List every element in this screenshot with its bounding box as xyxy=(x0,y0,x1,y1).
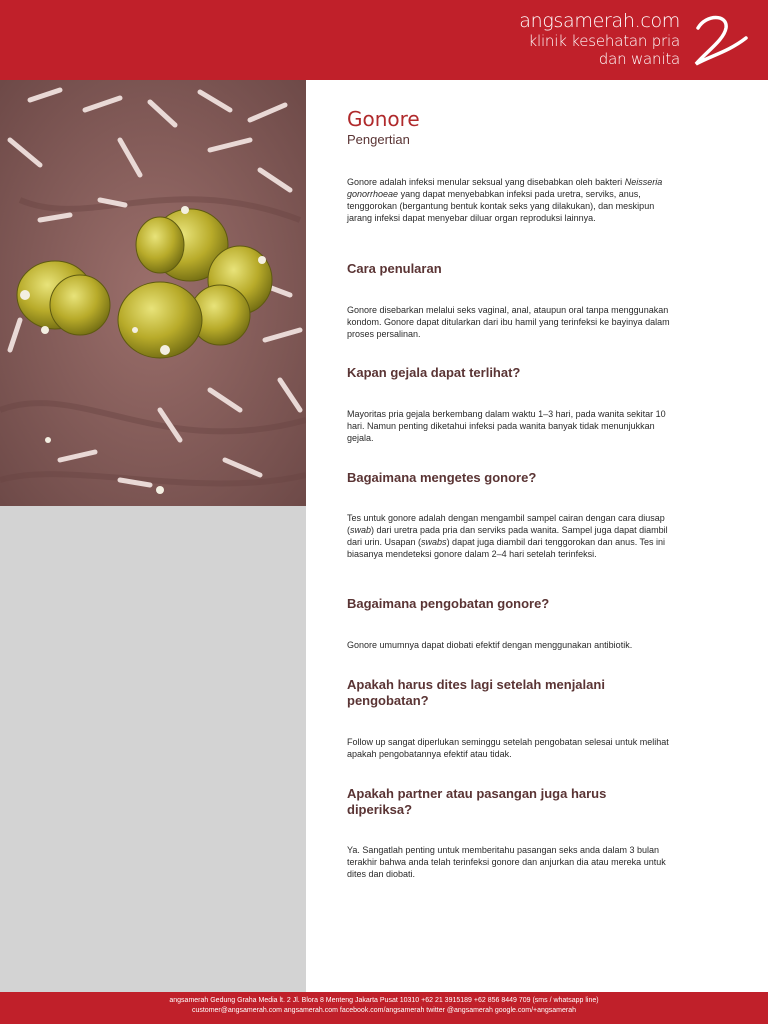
paragraph-testing xyxy=(347,512,681,560)
swoosh-2-logo-icon xyxy=(684,8,748,72)
heading-transmission: Cara penularan xyxy=(347,261,442,276)
header-banner xyxy=(0,0,768,80)
heading-treatment: Bagaimana pengobatan gonore? xyxy=(347,596,550,611)
heading-testing: Bagaimana mengetes gonore? xyxy=(347,470,537,485)
testing-swabs: swabs xyxy=(421,537,447,547)
paragraph-retest: Follow up sangat diperlukan seminggu setelah pengobatan selesai untuk melihat apakah pengobatannya efektif atau tidak. xyxy=(347,737,669,759)
testing-text-b: ) dari uretra pada pria dan serviks pada wanita. Sampel juga dapat diambil dari urin. Usapan ( xyxy=(347,525,668,547)
brand-name[interactable]: angsamerah.com xyxy=(519,10,680,32)
article-heading xyxy=(347,106,682,148)
footer-address: angsamerah Gedung Graha Media lt. 2 Jl. Blora 8 Menteng Jakarta Pusat 10310 +62 21 3915189 +62 856 8449 709 (sms / whatsapp line) xyxy=(169,997,599,1004)
paragraph-definition xyxy=(347,176,681,224)
footer-bar xyxy=(0,992,768,1024)
footer-contacts[interactable]: customer@angsamerah.com angsamerah.com facebook.com/angsamerah twitter @angsamerah google.com/+angsamerah xyxy=(191,1007,577,1014)
definition-text-b: yang dapat menyebabkan infeksi pada uretra, serviks, anus, tenggorokan (bergantung bentuk kontak seks yang dilakukan), dan meskipun jarang infeksi dapat menyebar diluar organ reproduksi lainnya. xyxy=(347,189,655,223)
brand-tagline-1: klinik kesehatan pria xyxy=(528,32,680,50)
definition-bacteria-name: Neisseria gonorrhoeae xyxy=(347,177,663,199)
testing-swab: swab xyxy=(350,525,372,535)
definition-text-a: Gonore adalah infeksi menular seksual yang disebabkan oleh bakteri xyxy=(347,177,623,187)
paragraph-treatment: Gonore umumnya dapat diobati efektif dengan menggunakan antibiotik. xyxy=(347,640,633,650)
paragraph-partner: Ya. Sangatlah penting untuk memberitahu pasangan seks anda dalam 3 bulan terakhir bahwa anda telah terinfeksi gonore dan anjurkan dia atau mereka untuk dites dan diobati. xyxy=(347,845,666,879)
brand-tagline-2: dan wanita xyxy=(598,50,680,68)
heading-symptoms: Kapan gejala dapat terlihat? xyxy=(347,365,521,380)
testing-text-a: Tes untuk gonore adalah dengan mengambil sampel cairan dengan cara diusap ( xyxy=(347,513,665,535)
left-sidebar xyxy=(0,80,306,992)
paragraph-transmission: Gonore disebarkan melalui seks vaginal, anal, ataupun oral tanpa menggunakan kondom. Gonore dapat ditularkan dari ibu hamil yang terinfeksi ke bayinya dalam proses persalinan. xyxy=(347,305,670,339)
heading-partner: Apakah partner atau pasangan juga harus diperiksa? xyxy=(347,786,607,817)
page-title: Gonore xyxy=(347,107,420,131)
heading-retest: Apakah harus dites lagi setelah menjalani pengobatan? xyxy=(347,677,605,708)
testing-text-c: ) dapat juga diambil dari tenggorokan dan anus. Tes ini biasanya mendeteksi gonore dalam 2–4 hari setelah terinfeksi. xyxy=(347,537,666,559)
bacteria-micrograph-image xyxy=(0,80,306,506)
brand-block xyxy=(519,10,680,68)
page-subtitle: Pengertian xyxy=(347,132,410,147)
paragraph-symptoms: Mayoritas pria gejala berkembang dalam waktu 1–3 hari, pada wanita sekitar 10 hari. Namun penting diketahui infeksi pada wanita banyak tidak menunjukkan gejala. xyxy=(347,409,666,443)
